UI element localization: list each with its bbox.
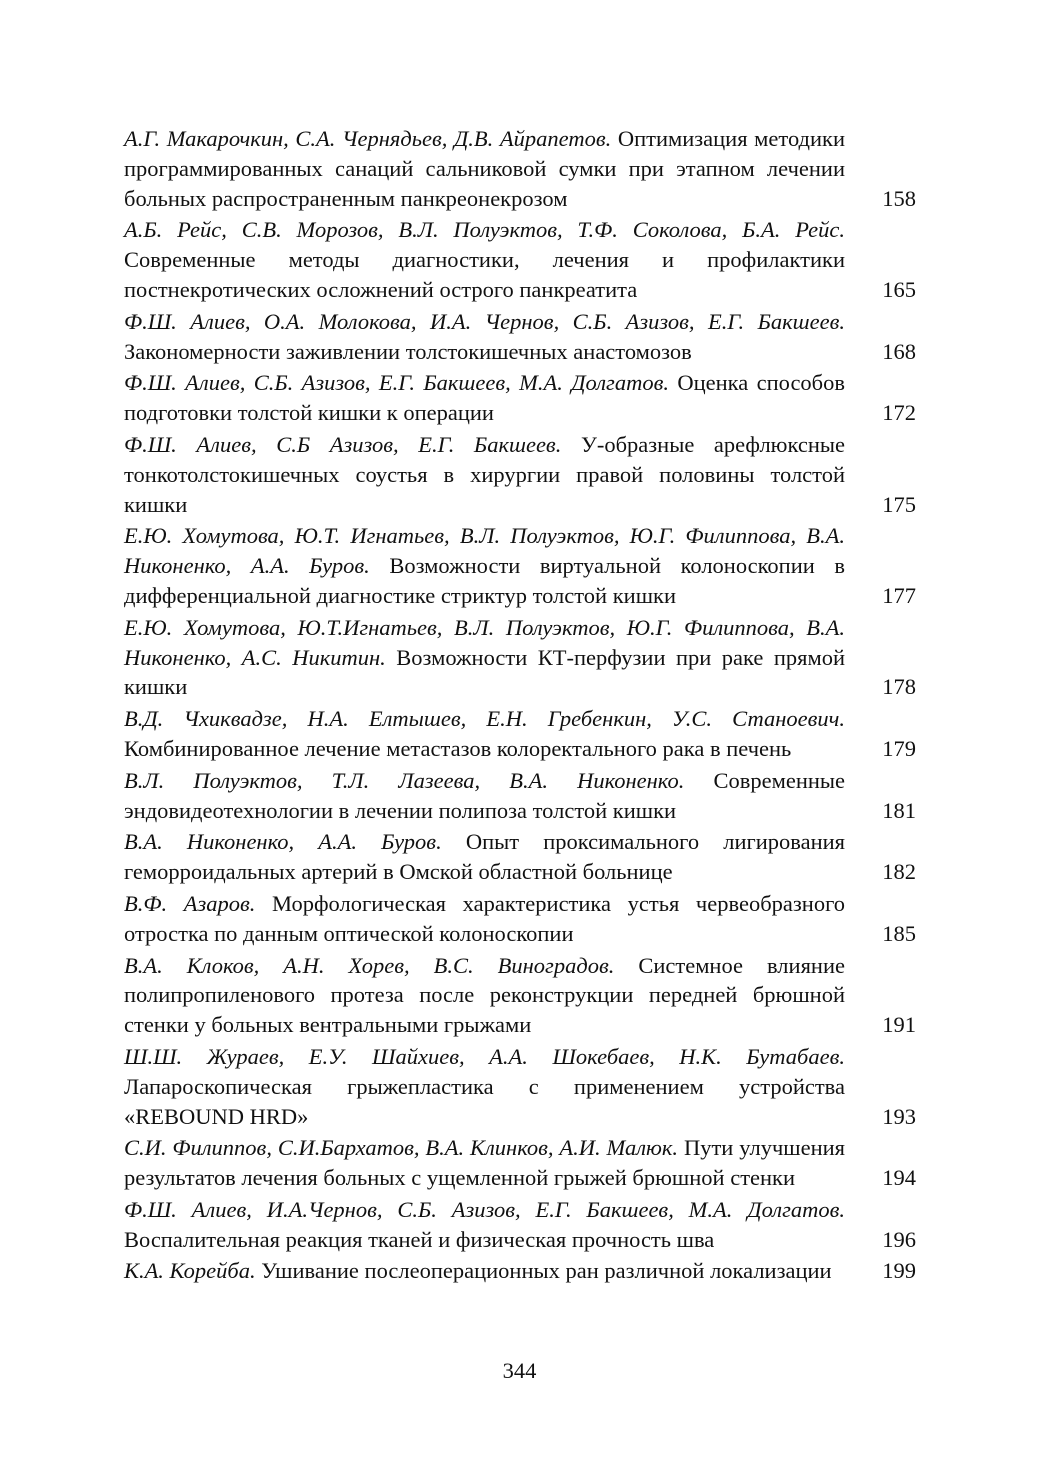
toc-entry-title: Пути улучшения результатов лечения больных с ущемленной грыжей брюшной стенки bbox=[124, 1135, 846, 1191]
toc-entry-text bbox=[124, 368, 845, 428]
toc-entry-page: 172 bbox=[882, 400, 916, 426]
toc-entry-page: 168 bbox=[882, 338, 916, 364]
toc-entry-authors: В.Л. Полуэктов, Т.Л. Лазеева, В.А. Никоненко. bbox=[124, 767, 685, 793]
toc-entry-authors: Ф.Ш. Алиев, О.А. Молокова, И.А. Чернов, С.Б. Азизов, Е.Г. Бакшеев. bbox=[124, 308, 845, 334]
toc-entry bbox=[124, 124, 916, 213]
toc-entry-authors: Е.Ю. Хомутова, Ю.Т. Игнатьев, В.Л. Полуэктов, Ю.Г. Филиппова, В.А. Никоненко, А.А. Буров. bbox=[124, 523, 845, 579]
toc-entry-authors: В.Д. Чхиквадзе, Н.А. Елтышев, Е.Н. Гребенкин, У.С. Станоевич. bbox=[124, 706, 845, 732]
toc-entry-text bbox=[124, 613, 845, 702]
toc-entry-authors: Ф.Ш. Алиев, С.Б Азизов, Е.Г. Бакшеев. bbox=[124, 431, 562, 457]
toc-entry-title: Комбинированное лечение метастазов колоректального рака в печень bbox=[124, 735, 792, 761]
toc-entry bbox=[124, 889, 916, 949]
toc-entry bbox=[124, 1256, 916, 1286]
toc-entry bbox=[124, 307, 916, 367]
toc-entry-text bbox=[124, 430, 845, 519]
toc-entry-page: 165 bbox=[882, 276, 916, 302]
toc-entry-page: 185 bbox=[882, 920, 916, 946]
toc-entry bbox=[124, 368, 916, 428]
toc-entry-authors: Ф.Ш. Алиев, С.Б. Азизов, Е.Г. Бакшеев, М.А. Долгатов. bbox=[124, 370, 669, 396]
toc-entry-text bbox=[124, 215, 845, 304]
toc-entry-authors: В.А. Клоков, А.Н. Хорев, В.С. Виноградов. bbox=[124, 952, 615, 978]
table-of-contents bbox=[124, 124, 916, 1288]
toc-entry-text bbox=[124, 1256, 845, 1286]
toc-entry-page: 199 bbox=[882, 1258, 916, 1284]
toc-entry-title: Закономерности заживлении толстокишечных анастомозов bbox=[124, 338, 692, 364]
toc-entry bbox=[124, 430, 916, 519]
toc-entry-page: 178 bbox=[882, 674, 916, 700]
toc-entry-authors: А.Г. Макарочкин, С.А. Чернядьев, Д.В. Айрапетов. bbox=[124, 126, 612, 151]
toc-entry-page: 191 bbox=[882, 1012, 916, 1038]
toc-entry-title: Морфологическая характеристика устья червеобразного отростка по данным оптической колоноскопии bbox=[124, 890, 845, 946]
toc-entry-title: Воспалительная реакция тканей и физическая прочность шва bbox=[124, 1226, 715, 1252]
toc-entry-title: Опыт проксимального лигирования геморроидальных артерий в Омской областной больнице bbox=[124, 829, 846, 885]
toc-entry-text bbox=[124, 1042, 845, 1131]
toc-entry bbox=[124, 613, 916, 702]
toc-entry-page: 175 bbox=[882, 491, 916, 517]
toc-entry-page: 181 bbox=[882, 797, 916, 823]
toc-entry-title: Возможности КТ-перфузии при раке прямой кишки bbox=[124, 644, 845, 700]
page-number: 344 bbox=[502, 1358, 537, 1383]
toc-entry-title: Лапароскопическая грыжепластика с применением устройства «REBOUND HRD» bbox=[124, 1073, 845, 1129]
toc-entry-authors: В.Ф. Азаров. bbox=[124, 890, 256, 916]
toc-entry-text bbox=[124, 124, 845, 213]
toc-entry bbox=[124, 766, 916, 826]
toc-entry-page: 194 bbox=[882, 1165, 916, 1191]
toc-entry-text bbox=[124, 704, 845, 764]
toc-entry bbox=[124, 521, 916, 610]
toc-entry-title: Оценка способов подготовки толстой кишки к операции bbox=[124, 370, 846, 426]
toc-entry-authors: А.Б. Рейс, С.В. Морозов, В.Л. Полуэктов, Т.Ф. Соколова, Б.А. Рейс. bbox=[124, 217, 845, 243]
toc-entry-page: 158 bbox=[882, 185, 916, 211]
toc-entry bbox=[124, 827, 916, 887]
toc-entry-title: Оптимизация методики программированных санаций сальниковой сумки при этапном лечении больных распространенным панкреонекрозом bbox=[124, 126, 846, 211]
toc-entry-page: 177 bbox=[882, 582, 916, 608]
toc-entry-text bbox=[124, 307, 845, 367]
toc-entry-authors: С.И. Филиппов, С.И.Бархатов, В.А. Клинков, А.И. Малюк. bbox=[124, 1135, 679, 1161]
toc-entry-title: Современные эндовидеотехнологии в лечении полипоза толстой кишки bbox=[124, 767, 846, 823]
toc-entry bbox=[124, 951, 916, 1040]
toc-entry-title: Системное влияние полипропиленового протеза после реконструкции передней брюшной стенки у больных вентральными грыжами bbox=[124, 952, 845, 1038]
toc-entry-authors: В.А. Никоненко, А.А. Буров. bbox=[124, 829, 442, 855]
toc-entry-text bbox=[124, 827, 845, 887]
toc-entry-page: 182 bbox=[882, 859, 916, 885]
toc-entry-authors: Е.Ю. Хомутова, Ю.Т.Игнатьев, В.Л. Полуэктов, Ю.Г. Филиппова, В.А. Никоненко, А.С. Никитин. bbox=[124, 614, 845, 670]
toc-entry-title: Возможности виртуальной колоноскопии в дифференциальной диагностике стриктур толстой кишки bbox=[124, 553, 845, 608]
toc-entry-text bbox=[124, 766, 845, 826]
toc-entry bbox=[124, 215, 916, 304]
toc-entry bbox=[124, 1195, 916, 1255]
toc-entry-page: 196 bbox=[882, 1226, 916, 1252]
toc-entry-authors: Ф.Ш. Алиев, И.А.Чернов, С.Б. Азизов, Е.Г. Бакшеев, М.А. Долгатов. bbox=[124, 1196, 845, 1222]
toc-entry bbox=[124, 704, 916, 764]
toc-entry-title: Ушивание послеоперационных ран различной локализации bbox=[261, 1258, 832, 1284]
toc-entry-page: 179 bbox=[882, 735, 916, 761]
toc-entry bbox=[124, 1133, 916, 1193]
toc-entry-text bbox=[124, 1195, 845, 1255]
toc-entry-title: Современные методы диагностики, лечения и профилактики постнекротических осложнений острого панкреатита bbox=[124, 247, 845, 302]
toc-entry-text bbox=[124, 889, 845, 949]
toc-entry-text bbox=[124, 521, 845, 610]
toc-entry-page: 193 bbox=[882, 1103, 916, 1129]
toc-entry-text bbox=[124, 1133, 845, 1193]
toc-entry-authors: Ш.Ш. Жураев, Е.У. Шайхиев, А.А. Шокебаев, Н.К. Бутабаев. bbox=[124, 1043, 845, 1069]
toc-entry-authors: К.А. Корейба. bbox=[124, 1258, 256, 1284]
toc-entry-text bbox=[124, 951, 845, 1040]
toc-entry bbox=[124, 1042, 916, 1131]
toc-entry-title: У-образные арефлюксные тонкотолстокишечных соустья в хирургии правой половины толстой кишки bbox=[124, 431, 845, 517]
